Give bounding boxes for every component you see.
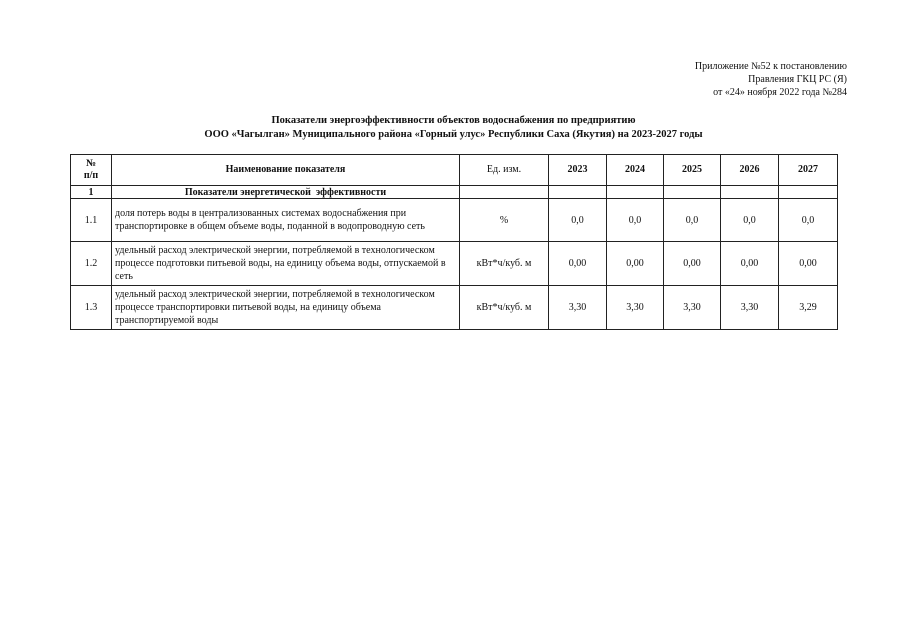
row-num: 1.1: [71, 199, 112, 242]
title-line-2: ООО «Чагылган» Муниципального района «Горный улус» Республики Саха (Якутия) на 2023-2027 годы: [204, 129, 703, 140]
header-year-1: 2023: [549, 155, 607, 186]
row-value-2025: 0,0: [664, 199, 721, 242]
header-num-bottom: п/п: [83, 170, 99, 181]
appendix-line-1: Приложение №52 к постановлению: [694, 61, 847, 72]
header-num: [71, 155, 112, 186]
row-value-2027: 3,29: [779, 286, 838, 330]
row-value-2027: 0,0: [779, 199, 838, 242]
section-num: 1: [71, 186, 112, 199]
appendix-note: [695, 60, 847, 99]
row-value-2024: 0,00: [607, 242, 664, 286]
header-row: [71, 155, 838, 186]
empty-cell: [779, 186, 838, 199]
section-row: [71, 186, 838, 199]
header-year-5: 2027: [779, 155, 838, 186]
indicators-table: [70, 154, 838, 330]
row-name: удельный расход электрической энергии, потребляемой в технологическом процессе подготовки питьевой воды, на единицу объема воды, отпускаемой в сеть: [112, 242, 460, 286]
row-value-2023: 3,30: [549, 286, 607, 330]
row-value-2026: 0,00: [721, 242, 779, 286]
empty-cell: [460, 186, 549, 199]
document-title: [70, 114, 837, 142]
row-value-2024: 0,0: [607, 199, 664, 242]
row-unit: %: [460, 199, 549, 242]
row-unit: кВт*ч/куб. м: [460, 242, 549, 286]
empty-cell: [549, 186, 607, 199]
appendix-line-3: от «24» ноября 2022 года №284: [713, 87, 847, 98]
row-name: удельный расход электрической энергии, потребляемой в технологическом процессе транспортировки питьевой воды, на единицу объема транспортируемой воды: [112, 286, 460, 330]
row-value-2025: 3,30: [664, 286, 721, 330]
title-line-1: Показатели энергоэффективности объектов водоснабжения по предприятию: [271, 115, 636, 126]
header-year-2: 2024: [607, 155, 664, 186]
section-name: Показатели энергетической эффективности: [112, 186, 460, 199]
row-num: 1.2: [71, 242, 112, 286]
table-row: [71, 242, 838, 286]
row-value-2027: 0,00: [779, 242, 838, 286]
appendix-line-2: Правления ГКЦ РС (Я): [748, 74, 847, 85]
empty-cell: [607, 186, 664, 199]
table-row: [71, 199, 838, 242]
table-row: [71, 286, 838, 330]
row-value-2023: 0,00: [549, 242, 607, 286]
row-value-2025: 0,00: [664, 242, 721, 286]
row-value-2024: 3,30: [607, 286, 664, 330]
row-num: 1.3: [71, 286, 112, 330]
header-unit: Ед. изм.: [460, 155, 549, 186]
row-value-2026: 0,0: [721, 199, 779, 242]
row-name: доля потерь воды в централизованных системах водоснабжения при транспортировке в общем объеме воды, поданной в водопроводную сеть: [112, 199, 460, 242]
header-year-4: 2026: [721, 155, 779, 186]
header-num-top: №: [85, 158, 97, 169]
header-name: Наименование показателя: [112, 155, 460, 186]
empty-cell: [721, 186, 779, 199]
empty-cell: [664, 186, 721, 199]
row-unit: кВт*ч/куб. м: [460, 286, 549, 330]
row-value-2026: 3,30: [721, 286, 779, 330]
header-year-3: 2025: [664, 155, 721, 186]
row-value-2023: 0,0: [549, 199, 607, 242]
